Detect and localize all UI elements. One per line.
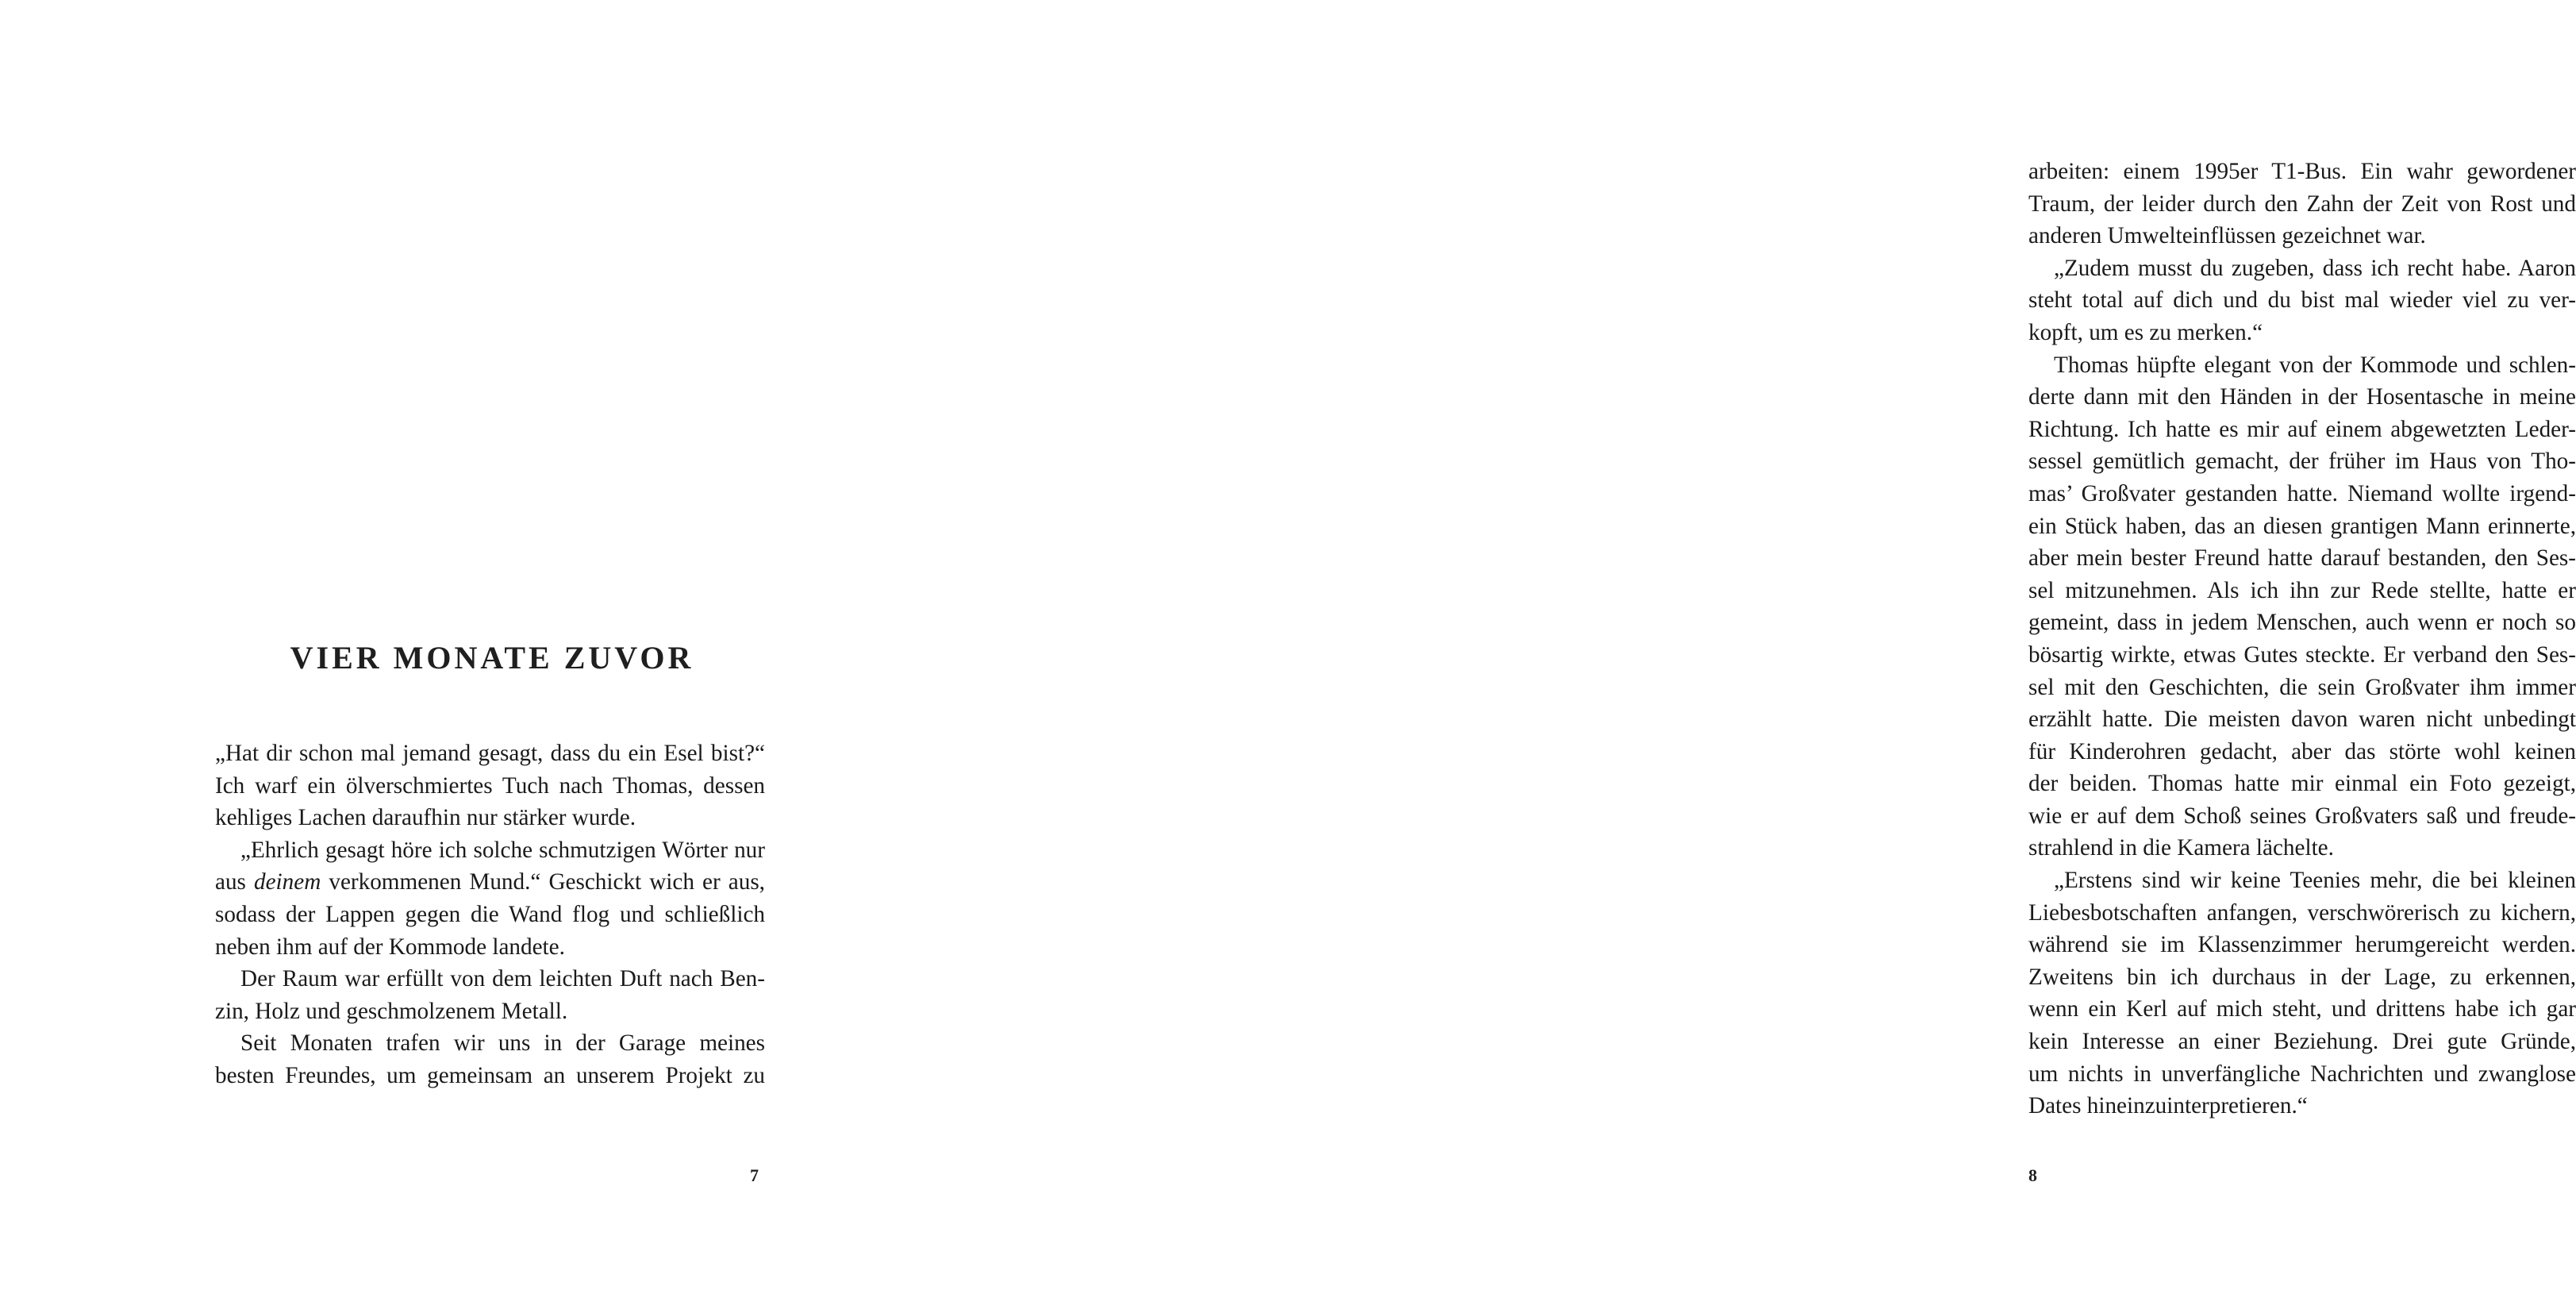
text-line: Zweitens bin ich durchaus in der Lage, zu erkennen, bbox=[2028, 964, 2576, 990]
text-line: Traum, der leider durch den Zahn der Zeit von Rost und bbox=[2028, 191, 2576, 217]
chapter-title: VIER MONATE ZUVOR bbox=[290, 640, 694, 676]
page-number-left: 7 bbox=[750, 1165, 759, 1185]
text-line: gemeint, dass in jedem Menschen, auch wenn er noch so bbox=[2028, 610, 2576, 636]
text-line: „Zudem musst du zugeben, dass ich recht habe. Aaron bbox=[2054, 255, 2576, 281]
text-line: „Hat dir schon mal jemand gesagt, dass du ein Esel bist?“ bbox=[215, 741, 765, 766]
text-line: „Erstens sind wir keine Teenies mehr, die bei kleinen bbox=[2054, 868, 2576, 894]
right-page bbox=[928, 0, 2576, 1313]
text-line: besten Freundes, um gemeinsam an unserem Projekt zu bbox=[215, 1062, 765, 1088]
right-page-body-text bbox=[2028, 156, 2576, 1122]
text-line: wie er auf dem Schoß seines Großvaters saß und freude- bbox=[2028, 803, 2576, 829]
text-line: arbeiten: einem 1995er T1-Bus. Ein wahr gewordener bbox=[2028, 159, 2576, 184]
text-line: aber mein bester Freund hatte darauf bestanden, den Ses- bbox=[2028, 545, 2576, 572]
text-line: für Kinderohren gedacht, aber das störte wohl keinen bbox=[2028, 738, 2576, 764]
text-line: Thomas hüpfte elegant von der Kommode und schlen- bbox=[2054, 352, 2576, 378]
text-line: während sie im Klassenzimmer herumgereicht werden. bbox=[2028, 932, 2576, 958]
text-line: Der Raum war erfüllt von dem leichten Duft nach Ben- bbox=[240, 966, 765, 992]
text-line: sel mitzunehmen. Als ich ihn zur Rede stellte, hatte er bbox=[2028, 577, 2576, 603]
text-line: anderen Umwelteinflüssen gezeichnet war. bbox=[2028, 223, 2426, 249]
emphasized-word: deinem bbox=[253, 869, 321, 895]
text-line: kehliges Lachen daraufhin nur stärker wurde. bbox=[215, 805, 636, 831]
left-page bbox=[0, 0, 928, 1313]
text-line: sessel gemütlich gemacht, der früher im Haus von Tho- bbox=[2028, 449, 2576, 475]
text-line: kein Interesse an einer Beziehung. Drei gute Gründe, bbox=[2028, 1029, 2576, 1055]
text-line: Richtung. Ich hatte es mir auf einem abgewetzten Leder- bbox=[2028, 416, 2576, 442]
text-line: ein Stück haben, das an diesen grantigen Mann erinnerte, bbox=[2028, 513, 2576, 539]
text-line: wenn ein Kerl auf mich steht, und drittens habe ich gar bbox=[2028, 996, 2576, 1022]
text-line: Ich warf ein ölverschmiertes Tuch nach Thomas, dessen bbox=[215, 772, 765, 799]
text-line: steht total auf dich und du bist mal wieder viel zu ver- bbox=[2028, 287, 2576, 314]
text-line: zin, Holz und geschmolzenem Metall. bbox=[215, 998, 568, 1024]
text-line: um nichts in unverfängliche Nachrichten und zwanglose bbox=[2028, 1061, 2576, 1087]
text-line: strahlend in die Kamera lächelte. bbox=[2028, 835, 2334, 861]
text-fragment: aus bbox=[215, 869, 254, 895]
text-line bbox=[215, 866, 765, 899]
left-page-body-text bbox=[215, 737, 765, 1092]
text-line: sel mit den Geschichten, die sein Großvater ihm immer bbox=[2028, 674, 2576, 700]
text-line: erzählt hatte. Die meisten davon waren nicht unbedingt bbox=[2028, 707, 2576, 733]
text-fragment: verkommenen Mund.“ Geschickt wich er aus, bbox=[321, 869, 765, 895]
text-line: Liebesbotschaften anfangen, verschwörerisch zu kichern, bbox=[2028, 899, 2576, 926]
page-number-right: 8 bbox=[2028, 1165, 2037, 1185]
text-line: bösartig wirkte, etwas Gutes steckte. Er verband den Ses- bbox=[2028, 641, 2576, 668]
text-line: Seit Monaten trafen wir uns in der Garage meines bbox=[240, 1030, 765, 1057]
text-line: der beiden. Thomas hatte mir einmal ein Foto gezeigt, bbox=[2028, 771, 2576, 797]
text-line: kopft, um es zu merken.“ bbox=[2028, 319, 2263, 345]
text-line: derte dann mit den Händen in der Hosentasche in meine bbox=[2028, 384, 2576, 410]
text-line: Dates hineinzuinterpretieren.“ bbox=[2028, 1093, 2308, 1119]
text-line: „Ehrlich gesagt höre ich solche schmutzigen Wörter nur bbox=[240, 837, 765, 863]
text-line: neben ihm auf der Kommode landete. bbox=[215, 934, 565, 960]
text-line: mas’ Großvater gestanden hatte. Niemand wollte irgend- bbox=[2028, 480, 2576, 506]
text-line: sodass der Lappen gegen die Wand flog und schließlich bbox=[215, 901, 765, 927]
